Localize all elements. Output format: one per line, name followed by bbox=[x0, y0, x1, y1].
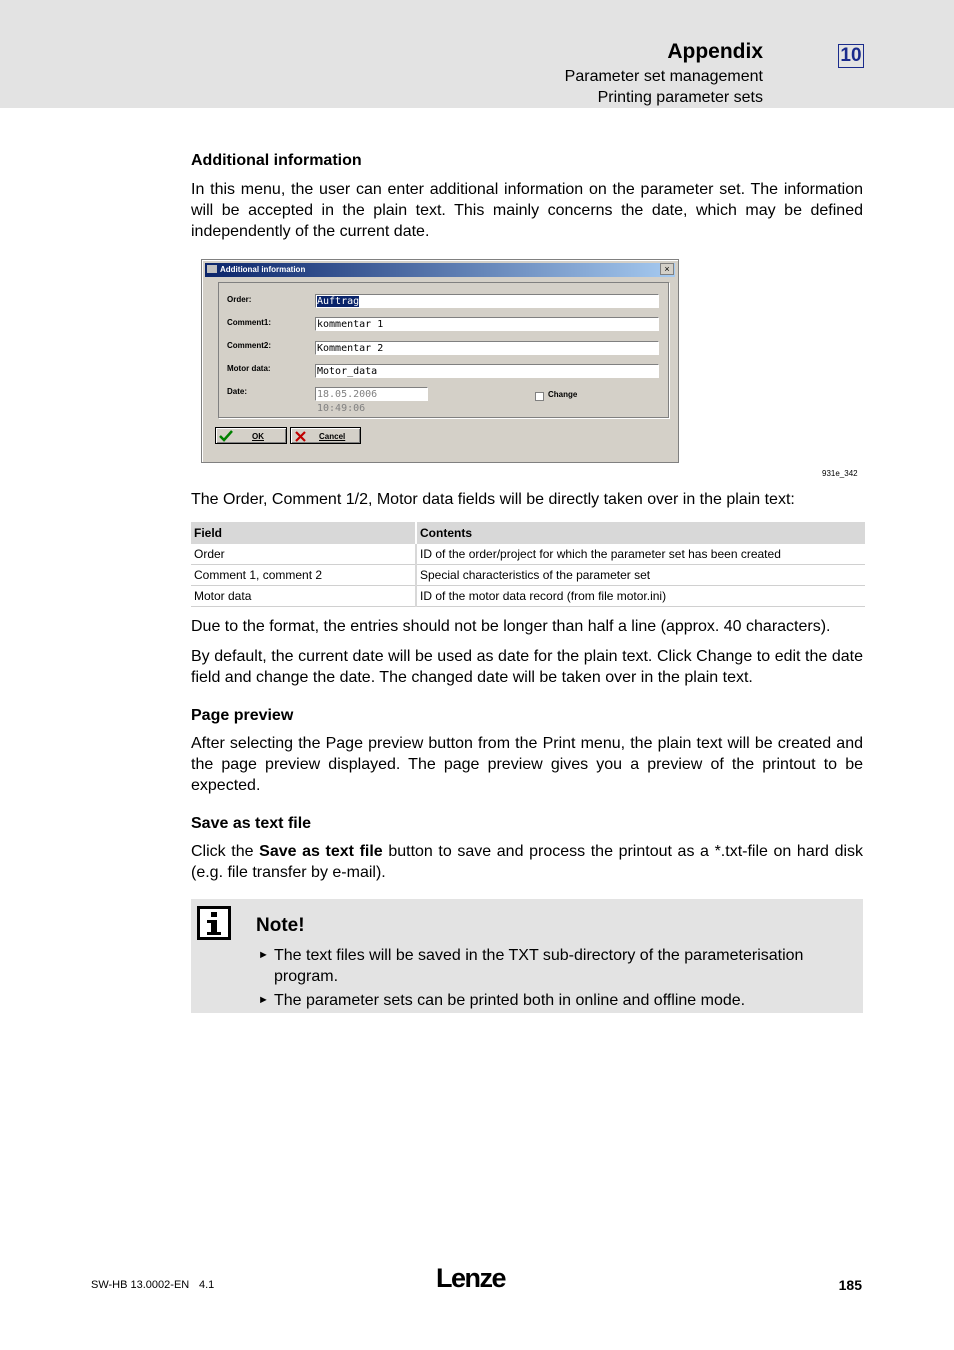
paragraph-page-preview: After selecting the Page preview button from the Print menu, the plain text will be created and the page preview displayed. The page preview gives you a preview of the printout to be expected. bbox=[191, 735, 863, 794]
chapter-number[interactable]: 10 bbox=[838, 44, 864, 68]
save-text-pre: Click the bbox=[191, 843, 260, 860]
footer-document-id: SW-HB 13.0002-EN bbox=[91, 1279, 190, 1291]
bullet-arrow-icon: ► bbox=[258, 949, 269, 961]
additional-information-dialog bbox=[201, 259, 679, 463]
bullet-arrow-icon: ► bbox=[258, 994, 269, 1006]
header-band bbox=[0, 0, 954, 108]
note-box bbox=[191, 899, 863, 1013]
paragraph-save-as-text-file bbox=[191, 841, 863, 883]
ok-button[interactable] bbox=[215, 427, 287, 444]
date-label: Date: bbox=[227, 387, 248, 396]
heading-save-as-text-file: Save as text file bbox=[191, 815, 312, 832]
paragraph-format: Due to the format, the entries should not be longer than half a line (approx. 40 characters). bbox=[191, 618, 831, 635]
save-text-bold: Save as text file bbox=[259, 843, 383, 860]
comment2-field[interactable]: Kommentar 2 bbox=[315, 341, 659, 355]
table-header-row bbox=[191, 522, 865, 544]
subsection-subtitle: Printing parameter sets bbox=[597, 89, 763, 106]
note-item bbox=[258, 990, 856, 1011]
change-checkbox[interactable] bbox=[535, 392, 544, 401]
table-cell: Order bbox=[191, 544, 416, 565]
table-row bbox=[191, 544, 865, 565]
cross-icon bbox=[295, 431, 306, 442]
dialog-title: Additional information bbox=[220, 265, 306, 274]
table-cell: ID of the order/project for which the parameter set has been created bbox=[416, 544, 865, 565]
section-subtitle: Parameter set management bbox=[564, 68, 763, 85]
paragraph-fields-intro: The Order, Comment 1/2, Motor data fields will be directly taken over in the plain text: bbox=[191, 491, 795, 508]
table-cell: Motor data bbox=[191, 586, 416, 607]
heading-page-preview: Page preview bbox=[191, 707, 294, 724]
lenze-logo: Lenze bbox=[436, 1263, 506, 1293]
date-field[interactable]: 18.05.2006 10:49:06 bbox=[315, 387, 428, 401]
table-row bbox=[191, 565, 865, 586]
table-cell: ID of the motor data record (from file motor.ini) bbox=[416, 586, 865, 607]
motor-data-label: Motor data: bbox=[227, 364, 271, 373]
comment1-label: Comment1: bbox=[227, 318, 272, 327]
table-cell: Comment 1, comment 2 bbox=[191, 565, 416, 586]
order-value: Auftrag bbox=[317, 296, 360, 307]
table-row bbox=[191, 586, 865, 607]
info-icon bbox=[197, 906, 231, 940]
close-icon[interactable]: × bbox=[660, 263, 674, 275]
paragraph-default-date: By default, the current date will be used as date for the plain text. Click Change to edit the date field and change the date. The changed date will be taken over in the plain text. bbox=[191, 648, 863, 686]
heading-additional-information: Additional information bbox=[191, 152, 362, 169]
app-icon bbox=[207, 265, 217, 273]
table-header-contents: Contents bbox=[416, 522, 865, 544]
page-number: 185 bbox=[838, 1277, 862, 1293]
cancel-button[interactable] bbox=[290, 427, 361, 444]
note-title: Note! bbox=[256, 915, 305, 936]
motor-data-field[interactable]: Motor_data bbox=[315, 364, 659, 378]
comment2-label: Comment2: bbox=[227, 341, 272, 350]
save-text-post: button to save and process the printout as a *.txt-file on hard disk (e.g. file transfer by e-mail). bbox=[191, 843, 864, 881]
fields-table bbox=[191, 522, 865, 607]
note-item-text: The parameter sets can be printed both in online and offline mode. bbox=[274, 992, 746, 1009]
note-item-text: The text files will be saved in the TXT sub-directory of the parameterisation program. bbox=[274, 947, 804, 985]
paragraph-additional-information: In this menu, the user can enter additional information on the parameter set. The information will be accepted in the plain text. This mainly concerns the date, which may be defined independently of the current date. bbox=[191, 181, 863, 240]
order-field[interactable] bbox=[315, 294, 659, 308]
order-label: Order: bbox=[227, 295, 252, 304]
ok-button-label: OK bbox=[252, 432, 264, 441]
table-cell: Special characteristics of the parameter set bbox=[416, 565, 865, 586]
comment1-field[interactable]: kommentar 1 bbox=[315, 317, 659, 331]
table-header-field: Field bbox=[191, 522, 416, 544]
dialog-titlebar bbox=[205, 263, 675, 277]
figure-reference: 931e_342 bbox=[822, 469, 858, 478]
change-label: Change bbox=[548, 390, 578, 399]
chapter-title: Appendix bbox=[667, 40, 763, 63]
cancel-button-label: Cancel bbox=[319, 432, 346, 441]
note-item bbox=[258, 945, 856, 987]
footer-version: 4.1 bbox=[199, 1279, 215, 1291]
checkmark-icon bbox=[219, 430, 233, 442]
